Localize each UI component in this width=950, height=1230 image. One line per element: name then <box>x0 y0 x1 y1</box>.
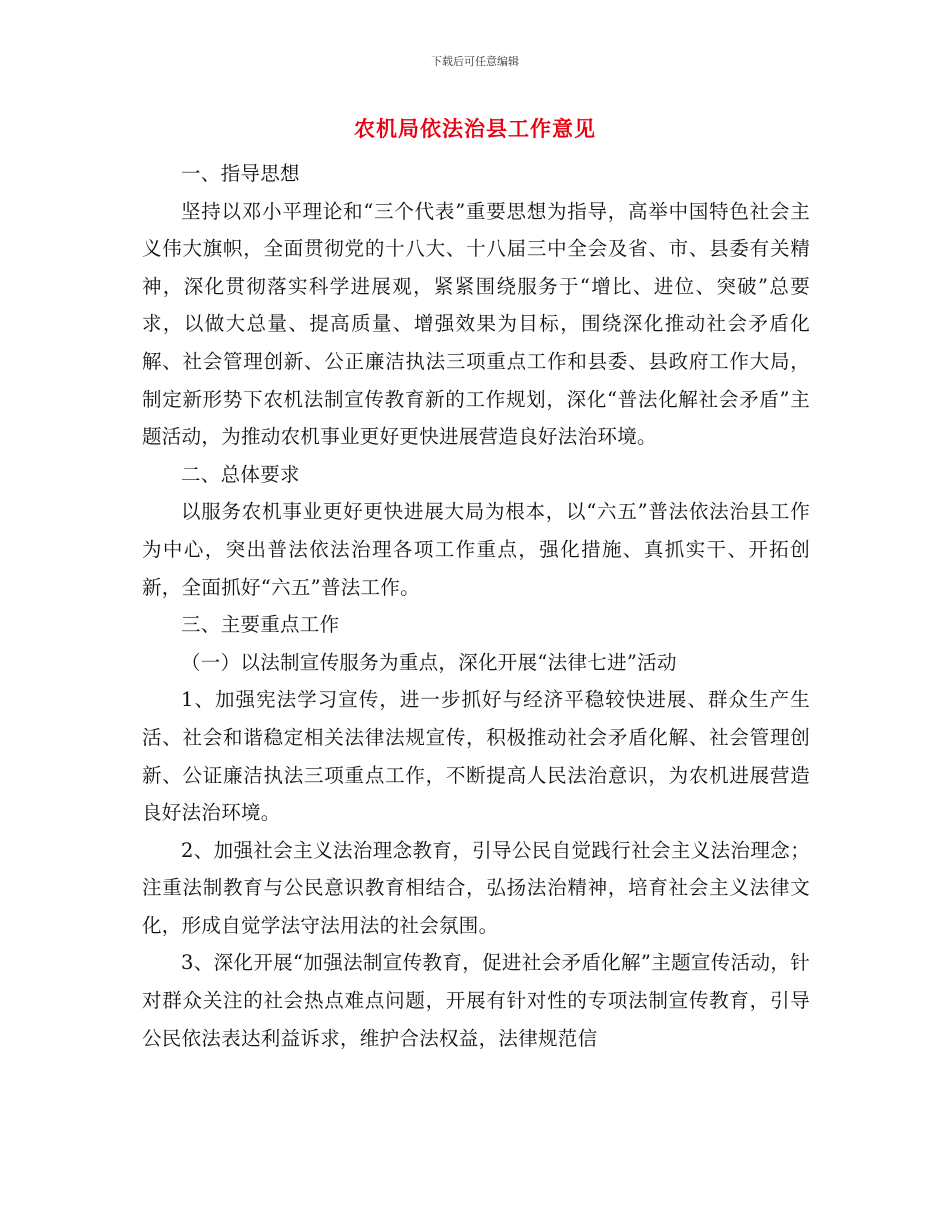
heading-key-work: 三、主要重点工作 <box>181 613 340 637</box>
paragraph-item-2: 2、加强社会主义法治理念教育，引导公民自觉践行社会主义法治理念；注重法制教育与公民意识教育相结合，弘扬法治精神，培育社会主义法律文化，形成自觉学法守法用法的社会氛围。 <box>142 838 810 937</box>
paragraph-guiding-ideology: 坚持以邓小平理论和“三个代表”重要思想为指导，高举中国特色社会主义伟大旗帜，全面贯彻党的十八大、十八届三中全会及省、市、县委有关精神，深化贯彻落实科学进展观，紧紧围绕服务于“增比、进位、突破”总要求，以做大总量、提高质量、增强效果为目标，围绕深化推动社会矛盾化解、社会管理创新、公正廉洁执法三项重点工作和县委、县政府工作大局，制定新形势下农机法制宣传教育新的工作规划，深化“普法化解社会矛盾”主题活动，为推动农机事业更好更快进展营造良好法治环境。 <box>142 199 810 449</box>
document-title: 农机局依法治县工作意见 <box>354 116 596 141</box>
heading-guiding-ideology: 一、指导思想 <box>181 162 300 185</box>
document-body <box>142 155 810 1057</box>
paragraph-item-3: 3、深化开展“加强法制宣传教育，促进社会矛盾化解”主题宣传活动，针对群众关注的社会热点难点问题，开展有针对性的专项法制宣传教育，引导公民依法表达利益诉求，维护合法权益，法律规范信 <box>142 951 810 1050</box>
subheading-legal-publicity: （一）以法制宣传服务为重点，深化开展“法律七进”活动 <box>181 650 677 674</box>
paragraph-item-1: 1、加强宪法学习宣传，进一步抓好与经济平稳较快进展、群众生产生活、社会和谐稳定相关法律法规宣传，积极推动社会矛盾化解、社会管理创新、公证廉洁执法三项重点工作，不断提高人民法治意识，为农机进展营造良好法治环境。 <box>142 688 810 825</box>
paragraph-overall-requirements: 以服务农机事业更好更快进展大局为根本，以“六五”普法依法治县工作为中心，突出普法依法治理各项工作重点，强化措施、真抓实干、开拓创新，全面抓好“六五”普法工作。 <box>142 500 810 599</box>
heading-overall-requirements: 二、总体要求 <box>181 462 300 486</box>
header-note: 下载后可任意编辑 <box>431 55 519 68</box>
